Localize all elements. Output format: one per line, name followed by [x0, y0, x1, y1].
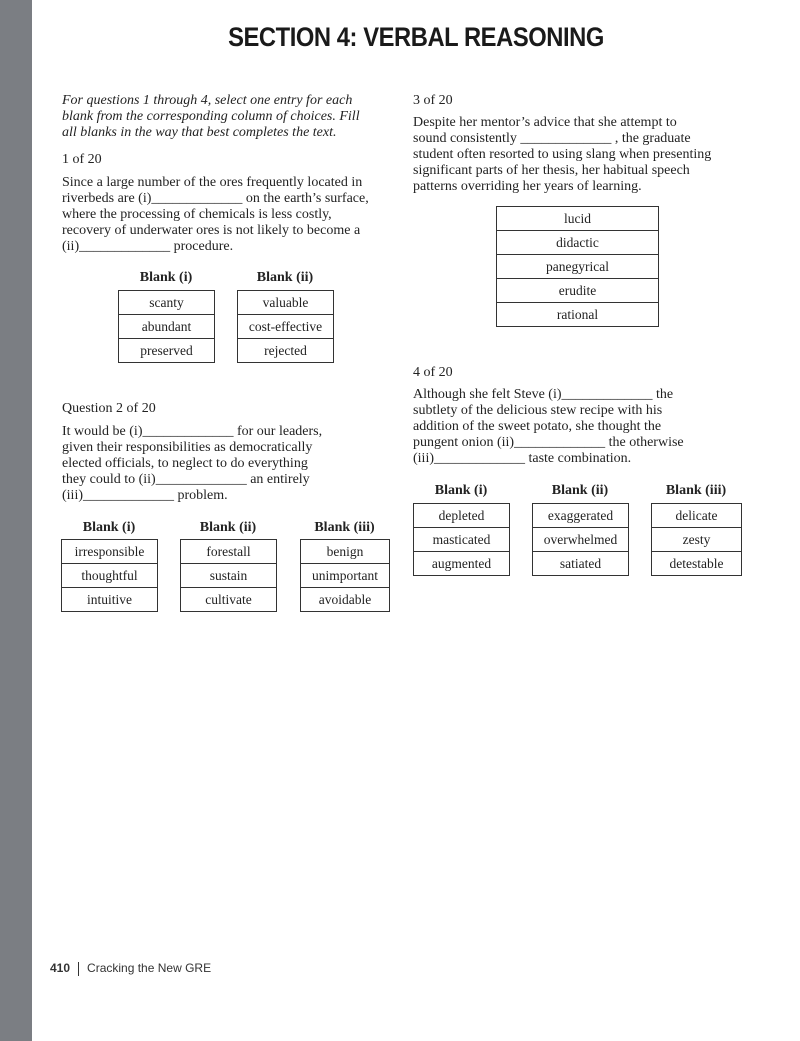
question-2-text: It would be (i)_____________ for our leaders, given their responsibilities as democratically elected officials, to neglect to do everything they could to (ii)_____________ an entirely (iii)_____________ problem.	[62, 424, 323, 503]
q2-header-blank-iii: Blank (iii)	[314, 520, 375, 535]
q4-header-blank-iii: Blank (iii)	[665, 483, 727, 498]
q3-choices	[496, 206, 659, 327]
page-edge-bar	[0, 0, 32, 1041]
page-footer	[50, 961, 211, 976]
choice[interactable]: delicate	[652, 504, 742, 528]
q4-header-blank-ii: Blank (ii)	[551, 483, 609, 498]
q2-blank-i-choices	[61, 539, 158, 612]
choice[interactable]: benign	[301, 540, 390, 564]
question-3-label: 3 of 20	[413, 93, 453, 108]
choice[interactable]: abundant	[119, 315, 215, 339]
q4-blank-i-choices	[413, 503, 510, 576]
q2-blank-iii-choices	[300, 539, 390, 612]
q1-header-blank-i: Blank (i)	[139, 270, 193, 285]
q2-header-blank-ii: Blank (ii)	[199, 520, 257, 535]
choice[interactable]: preserved	[119, 339, 215, 363]
choice[interactable]: scanty	[119, 291, 215, 315]
footer-divider	[78, 962, 79, 976]
question-3-text: Despite her mentor’s advice that she attempt to sound consistently _____________ , the graduate student often resorted to using slang when presenting significant parts of her thesis, her habitual speech patterns overriding her years of learning.	[413, 115, 712, 194]
choice[interactable]: erudite	[497, 279, 659, 303]
choice[interactable]: exaggerated	[533, 504, 629, 528]
q2-header-blank-i: Blank (i)	[82, 520, 136, 535]
choice[interactable]: satiated	[533, 552, 629, 576]
choice[interactable]: augmented	[414, 552, 510, 576]
choice[interactable]: avoidable	[301, 588, 390, 612]
choice[interactable]: panegyrical	[497, 255, 659, 279]
choice[interactable]: cost-effective	[238, 315, 334, 339]
page-number: 410	[50, 961, 71, 975]
choice[interactable]: depleted	[414, 504, 510, 528]
q1-header-blank-ii: Blank (ii)	[256, 270, 314, 285]
choice[interactable]: rejected	[238, 339, 334, 363]
choice[interactable]: intuitive	[62, 588, 158, 612]
question-1-label: 1 of 20	[62, 152, 102, 167]
choice[interactable]: irresponsible	[62, 540, 158, 564]
choice[interactable]: detestable	[652, 552, 742, 576]
q2-blank-ii-choices	[180, 539, 277, 612]
q4-header-blank-i: Blank (i)	[434, 483, 488, 498]
choice[interactable]: overwhelmed	[533, 528, 629, 552]
question-1-text: Since a large number of the ores frequently located in riverbeds are (i)_____________ on the earth’s surface, where the processing of chemicals is less costly, recovery of underwater ores is not likely to become a (ii)_____________ procedure.	[62, 175, 369, 254]
choice[interactable]: lucid	[497, 207, 659, 231]
question-2-label: Question 2 of 20	[62, 401, 156, 416]
choice[interactable]: didactic	[497, 231, 659, 255]
choice[interactable]: cultivate	[181, 588, 277, 612]
choice[interactable]: masticated	[414, 528, 510, 552]
q1-blank-ii-choices	[237, 290, 334, 363]
choice[interactable]: zesty	[652, 528, 742, 552]
section-title: SECTION 4: VERBAL REASONING	[228, 22, 604, 52]
q4-blank-ii-choices	[532, 503, 629, 576]
choice[interactable]: rational	[497, 303, 659, 327]
choice[interactable]: unimportant	[301, 564, 390, 588]
choice[interactable]: valuable	[238, 291, 334, 315]
choice[interactable]: forestall	[181, 540, 277, 564]
choice[interactable]: sustain	[181, 564, 277, 588]
instructions: For questions 1 through 4, select one entry for each blank from the corresponding column of choices. Fill all blanks in the way that best completes the text.	[62, 93, 360, 140]
question-4-text: Although she felt Steve (i)_____________ the subtlety of the delicious stew recipe with his addition of the sweet potato, she thought the pungent onion (ii)_____________ the otherwise (iii)_____________ taste combination.	[413, 387, 684, 466]
q4-blank-iii-choices	[651, 503, 742, 576]
book-title: Cracking the New GRE	[87, 961, 212, 975]
q1-blank-i-choices	[118, 290, 215, 363]
question-4-label: 4 of 20	[413, 365, 453, 380]
choice[interactable]: thoughtful	[62, 564, 158, 588]
